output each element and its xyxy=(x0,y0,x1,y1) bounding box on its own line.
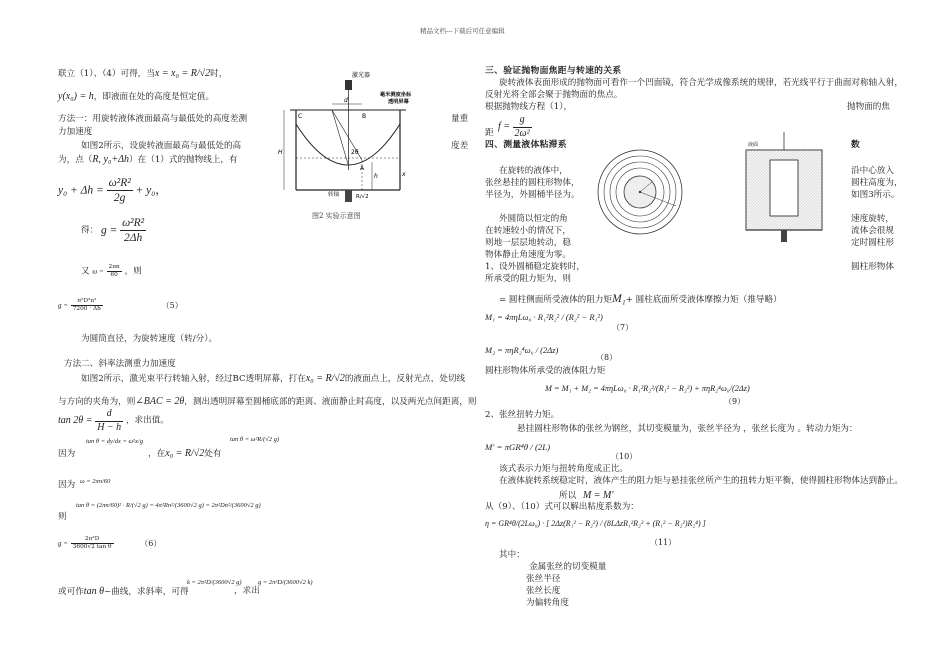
inner-cylinder xyxy=(770,160,798,216)
math-expr: y(x₀) = h xyxy=(58,91,94,102)
equation-number: （7） xyxy=(612,323,634,332)
figure-3-side-view xyxy=(738,132,830,244)
center-dot xyxy=(639,191,641,193)
text-fragment: 抛物面的焦 xyxy=(847,102,890,112)
math-expr: ∠BAC = 2θ xyxy=(135,396,185,407)
math-expr: R, y₀+Δh xyxy=(92,154,130,165)
text-line: 则 xyxy=(58,512,67,522)
math-expr: tan θ = ω²R/(√2 g) xyxy=(230,436,280,443)
text-line: 旋转液体表面形成的抛物面可看作一个凹面镜，符合光学成像系统的规律，若光线平行于曲面对称轴入射， xyxy=(499,78,903,88)
math-expr: M₁ xyxy=(612,293,626,305)
fraction xyxy=(107,176,133,206)
text-fragment: 度差 xyxy=(451,141,469,151)
math-expr: + y₀ xyxy=(135,184,156,197)
fraction-numerator: 2πn xyxy=(107,264,122,272)
text-line: 因为 xyxy=(58,449,76,459)
text-line xyxy=(58,586,189,599)
math-expr: tan θ = dy/dx = ω²x/g xyxy=(86,438,143,445)
label-R: R/√2 xyxy=(356,194,369,200)
math-expr: g = xyxy=(58,539,68,548)
fraction-denominator: 2g xyxy=(113,192,126,205)
text-span: ，即液面在处的高度是恒定值。 xyxy=(93,92,215,102)
equation-number: （8） xyxy=(596,353,618,362)
concentric-circles-diagram xyxy=(596,148,684,236)
text-line: 反射光将全部会聚于抛物面的焦点。 xyxy=(485,90,623,100)
fraction-numerator: ω²R² xyxy=(107,176,133,191)
text-fragment: 流体会很规 xyxy=(851,226,894,236)
fraction-numerator: 2π²D xyxy=(71,536,114,544)
text-fragment: 速度旋转， xyxy=(851,214,894,224)
text-line: 在液体旋转系统稳定时，液体产生的阻力矩与悬挂张丝所产生的扭转力矩平衡，使得圆柱形物体达到静止。 xyxy=(499,476,903,486)
equation xyxy=(230,436,279,444)
fraction xyxy=(107,264,122,279)
subsection-title: 2、张丝扭转力矩。 xyxy=(485,410,560,420)
point-C: C xyxy=(298,113,303,120)
equation-9: M = M₁ + M₂ = 4πηLω₀ · R₁²R₂²/(R₁² − R₂²) + πηR₂⁴ω₀/(2Δz) xyxy=(545,384,750,393)
shaft xyxy=(781,230,787,242)
equation-10: M′ = πGR⁴θ / (2L) xyxy=(485,442,551,452)
math-expr: ω = xyxy=(92,267,104,276)
text-fragment: 如图3所示。 xyxy=(851,190,900,200)
fraction-denominator: 2ω² xyxy=(514,127,530,139)
text-span: ~曲线，求斜率，可得 xyxy=(104,587,189,597)
fraction xyxy=(95,408,123,434)
text-span: 联立（1）、（4）可得，当 xyxy=(58,69,155,79)
equation-number: （5） xyxy=(161,300,183,310)
text-line xyxy=(58,396,477,409)
fraction xyxy=(513,114,532,140)
math-expr: g = xyxy=(100,224,118,237)
math-expr: tan θ = (2πn/60)² · R/(√2 g) = 4π²Rn²/(3600√2 g) = 2π²Dn²/(3600√2 g) xyxy=(76,502,261,509)
screen-label: 毫米测度坐标 xyxy=(380,92,412,98)
equation xyxy=(258,577,313,588)
text-line: 物体静止角速度为零。 xyxy=(485,250,571,260)
fraction-denominator: H − h xyxy=(97,421,122,433)
definition-line: 金属张丝的切变模量 xyxy=(529,562,607,572)
text-line xyxy=(58,91,214,104)
text-line xyxy=(499,292,782,306)
label-x: x xyxy=(402,171,406,178)
text-span: 的液面点上，反射光点，处切线 xyxy=(344,374,466,384)
text-line: 其中： xyxy=(499,550,525,560)
shaft xyxy=(345,190,352,202)
equation xyxy=(58,408,169,434)
text-line xyxy=(58,154,238,167)
text-line: 张丝悬挂的圆柱形物体， xyxy=(485,178,580,188)
math-expr: x₀ = R/√2 xyxy=(305,373,345,384)
text-fragment: 定时圆柱形 xyxy=(851,238,894,248)
text-line: 如图2所示，设旋转液面最高与最低处的高 xyxy=(81,141,242,151)
text-span: = 圆柱侧面所受液体的阻力矩 xyxy=(499,295,613,305)
fraction-numerator: g xyxy=(513,114,532,128)
equation-number: （9） xyxy=(724,397,746,406)
math-expr: tan 2θ = xyxy=(58,414,93,426)
figure-2 xyxy=(276,66,444,204)
equation xyxy=(76,500,261,511)
math-expr: x₀ = R/√2 xyxy=(165,448,205,459)
text-line: 从（9）、（10）式可以解出粘度系数为： xyxy=(485,502,639,512)
math-expr: g = xyxy=(58,301,68,310)
section-4-title: 四、测量液体粘滞系 xyxy=(485,140,567,150)
point-A: A xyxy=(360,165,365,172)
text-fragment: 圆柱形物体 xyxy=(851,262,894,272)
label-H: H xyxy=(278,149,283,156)
figure-2-caption: 图2 实验示意图 xyxy=(312,212,361,220)
text-line: 在旋转的液体中， xyxy=(499,166,568,176)
text-span: ， xyxy=(155,184,167,197)
equation-8: M₂ = πηR₂⁴ω₀ / (2Δz) xyxy=(485,345,559,355)
text-line: 该式表示力矩与扭转角度成正比。 xyxy=(499,464,628,474)
equation xyxy=(81,264,142,279)
text-span: 距 xyxy=(485,128,494,138)
text-line: 半径为，外圆桶半径为。 xyxy=(485,190,580,200)
experiment-diagram xyxy=(276,66,444,204)
fraction xyxy=(71,536,114,551)
definition-line: 张丝长度 xyxy=(526,586,561,596)
label-axis: 转轴 xyxy=(328,192,340,198)
text-span: ）在（1）式的抛物线上，有 xyxy=(129,155,238,165)
text-span: 又 xyxy=(81,266,90,277)
fraction-numerator: π²D²n² xyxy=(71,298,103,306)
equation-7: M₁ = 4πηLω₀ · R₁²R₂² / (R₂² − R₁²) xyxy=(485,312,603,322)
equation xyxy=(58,298,183,313)
text-span: ，求出值。 xyxy=(125,415,169,426)
text-fragment: 圆柱高度为， xyxy=(851,178,903,188)
text-line: 圆柱形物体所承受的液体阻力矩 xyxy=(485,366,606,376)
text-span: 如图2所示，激光束平行转轴入射，经过BC透明屏幕，打在 xyxy=(81,374,306,384)
screen-label: 透明屏幕 xyxy=(388,99,409,105)
section-4-title-end: 数 xyxy=(851,140,861,150)
fraction xyxy=(120,216,146,246)
laser-body xyxy=(345,80,352,90)
equation-11: η = GR⁴θ/(2Lω₀) · [ 2Δz(R₁² − R₂²) / (8LΔzR₁²R₂² + (R₁² − R₂²)R₂⁴) ] xyxy=(485,519,706,528)
laser-label: 激光器 xyxy=(352,72,371,79)
text-line: 根据抛物线方程（1）， xyxy=(485,102,573,112)
text-line xyxy=(148,448,221,461)
math-expr: g = 2π²D/(3600√2 k) xyxy=(258,579,313,586)
method1-title: 方法一：用旋转液体液面最高与最低处的高度差测 xyxy=(58,114,248,124)
text-span: ，测出透明屏幕至圆桶底部的距离、液面静止时高度，以及两光点间距离，则 xyxy=(184,397,477,407)
math-expr: ω = 2πn/60 xyxy=(80,478,111,485)
fraction-denominator: 3600√2 tan θ xyxy=(72,544,112,551)
page-header: 精品文档---下载后可任意编辑 xyxy=(420,27,505,35)
label-d: d xyxy=(344,97,348,104)
text-span: + 圆柱底面所受液体摩擦力矩（推导略） xyxy=(625,295,782,305)
fraction xyxy=(71,298,103,313)
text-span: 处有 xyxy=(204,449,222,459)
text-line: 为圆筒直径，为旋转速度（转/分）。 xyxy=(81,334,218,344)
section-3-title: 三、验证抛物面焦距与转速的关系 xyxy=(485,66,622,76)
text-line: 则地一层层地转动，稳 xyxy=(485,238,571,248)
text-span: 得： xyxy=(81,225,99,236)
math-expr: M = M′ xyxy=(582,490,614,501)
method2-title: 方法二、斜率法测重力加速度 xyxy=(64,359,176,369)
equation xyxy=(58,536,161,551)
fraction-numerator: ω²R² xyxy=(120,216,146,231)
text-line xyxy=(81,373,465,386)
text-span: 时， xyxy=(210,69,228,79)
text-span: 或可作 xyxy=(58,587,84,597)
label-h: h xyxy=(374,173,378,180)
text-line: 1、设外圆桶稳定旋转时， xyxy=(485,262,585,272)
text-span: ，则 xyxy=(124,266,142,277)
math-expr: tan θ xyxy=(83,586,104,597)
definition-line: 为偏转角度 xyxy=(526,598,569,608)
equation-number: （10） xyxy=(611,452,638,461)
equation xyxy=(86,438,143,446)
text-line: 因为 xyxy=(58,480,76,490)
equation-number: （11） xyxy=(650,538,677,547)
text-fragment: 沿中心放入 xyxy=(851,166,894,176)
text-fragment: 量重 xyxy=(451,114,469,124)
point-B: B xyxy=(362,113,367,120)
fraction-denominator: 2Δh xyxy=(123,232,143,245)
equation xyxy=(498,114,532,140)
text-line: 在转速较小的情况下， xyxy=(485,226,571,236)
equation-number: （6） xyxy=(140,538,162,548)
equation xyxy=(80,476,110,487)
text-line: 外圆筒以恒定的角 xyxy=(499,214,568,224)
text-span: 为，点（ xyxy=(58,155,93,165)
text-span: ，在 xyxy=(148,449,166,459)
text-line: 悬挂圆柱形物体的张丝为钢丝，其切变模量为，张丝半径为 ，张丝长度为 。转动力矩为： xyxy=(517,424,858,434)
definition-line: 张丝半径 xyxy=(526,574,561,584)
math-expr: k = 2π²D/(3600√2 g) xyxy=(187,579,242,586)
text-line xyxy=(58,68,227,81)
fraction-denominator: 7200 · Δh xyxy=(72,306,101,313)
reflected-ray xyxy=(332,110,348,164)
tank-side-diagram xyxy=(738,132,830,244)
fraction-numerator: d xyxy=(95,408,123,422)
figure-3-top-view xyxy=(596,148,684,236)
text-span: ，求出 xyxy=(234,586,260,596)
text-span: 与方向的夹角为，则 xyxy=(58,397,136,407)
fraction-denominator: 60 xyxy=(110,272,118,279)
text-span: 所以 xyxy=(559,491,577,501)
method1-title-cont: 力加速度 xyxy=(58,127,93,137)
text-line: 所承受的阻力矩为，则 xyxy=(485,274,571,284)
liquid-label: 液面 xyxy=(748,142,759,148)
math-expr: x = x₀ = R/√2 xyxy=(154,68,211,79)
math-expr: y₀ + Δh = xyxy=(58,184,104,197)
math-expr: f = xyxy=(498,120,511,132)
label-2theta: 2θ xyxy=(351,149,359,156)
equation xyxy=(58,176,167,206)
liquid-surface xyxy=(296,124,400,165)
equation xyxy=(81,216,146,246)
text-line xyxy=(559,490,614,503)
